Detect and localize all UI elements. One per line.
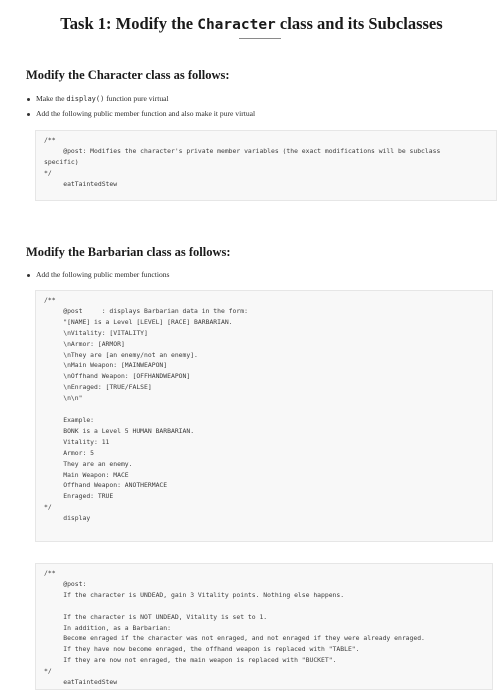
character-bullet-list [26,93,255,123]
bullet-item [26,108,255,123]
bullet-text-end: function pure virtual [104,94,169,103]
code-block-character-eat-tainted-stew: /** @post: Modifies the character's private member variables (the exact modifications will be subclass specific) */ eatTaintedStew [35,130,497,201]
title-divider [239,38,281,39]
bullet-text: Add the following public member functions [36,270,170,279]
title-code: Character [197,17,276,33]
bullet-item [26,93,255,108]
bullet-item [26,269,170,284]
bullet-text: Add the following public member function and also make it pure virtual [36,109,256,118]
page-title [0,14,503,34]
section-heading-character: Modify the Character class as follows: [26,68,230,82]
barbarian-bullet-list [26,269,170,284]
bullet-text: Make the [36,94,67,103]
bullet-code: display() [66,95,105,103]
code-block-barbarian-eat-tainted-stew: /** @post: If the character is UNDEAD, gain 3 Vitality points. Nothing else happens. If the character is NOT UNDEAD, Vitality is set to 1. In addition, as a Barbarian: Become enraged if the character was not enraged, and not enraged if they were already enraged. If they have now become enraged, the offhand weapon is replaced with "TABLE". If they are now not enraged, the main weapon is replaced with "BUCKET". */ eatTaintedStew [35,563,493,690]
title-prefix: Task 1: Modify the [60,14,198,33]
section-heading-barbarian: Modify the Barbarian class as follows: [26,245,231,259]
title-suffix: class and its Subclasses [275,14,443,33]
code-block-barbarian-display: /** @post : displays Barbarian data in the form: "[NAME] is a Level [LEVEL] [RACE] BARBARIAN. \nVitality: [VITALITY] \nArmor: [ARMOR] \nThey are [an enemy/not an enemy]. \nMain Weapon: [MAINWEAPON] \nOffhand Weapon: [OFFHANDWEAPON] \nEnraged: [TRUE/FALSE] \n\n" Example: BONK is a Level 5 HUMAN BARBARIAN. Vitality: 11 Armor: 5 They are an enemy. Main Weapon: MACE Offhand Weapon: ANOTHERMACE Enraged: TRUE */ display [35,290,493,542]
